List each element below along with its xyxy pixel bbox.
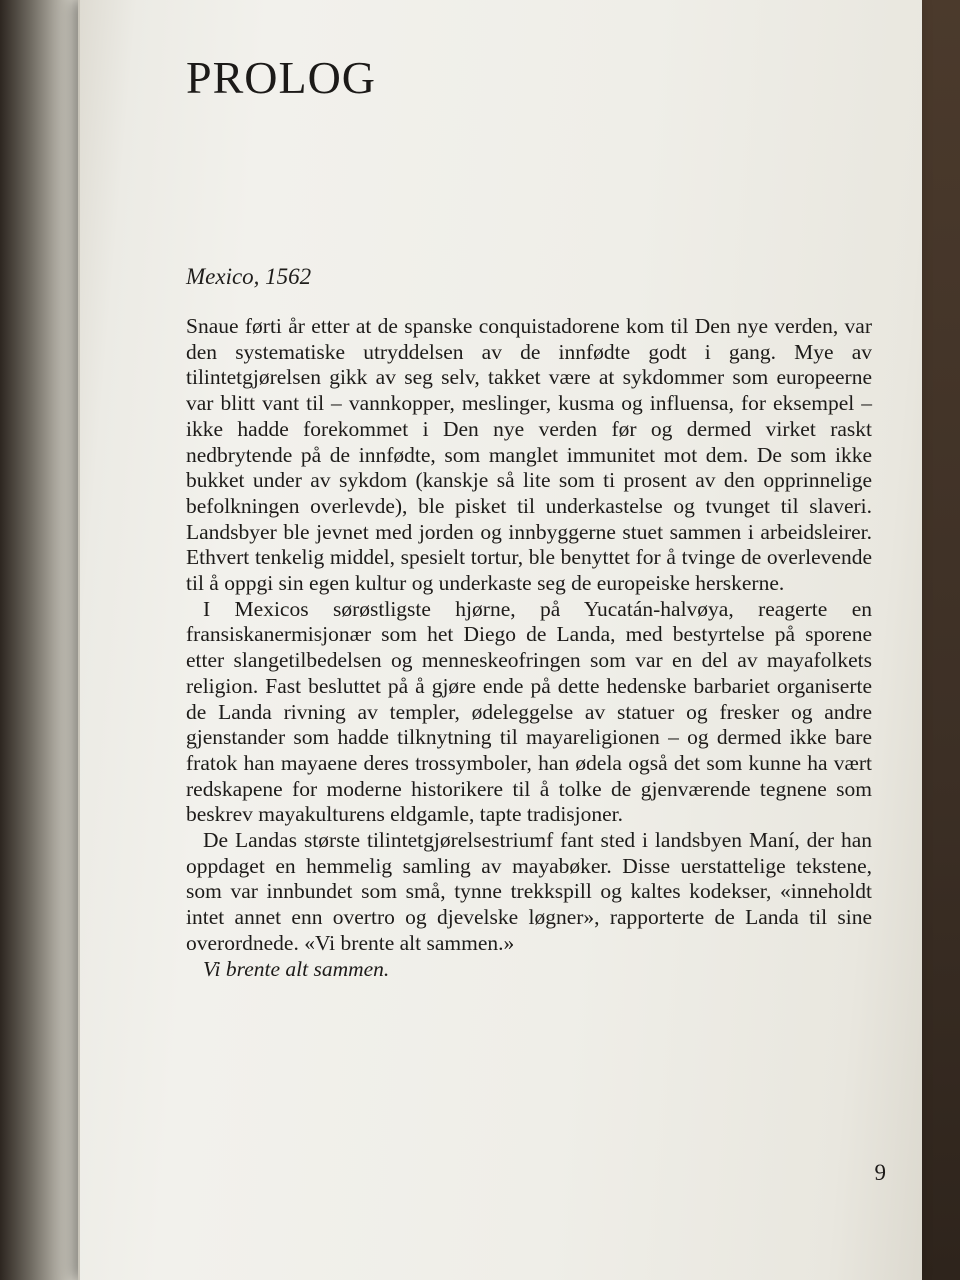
page-number: 9 bbox=[874, 1160, 886, 1185]
chapter-title: PROLOG bbox=[186, 52, 377, 103]
book-page bbox=[78, 0, 922, 1280]
closing-line: Vi brente alt sammen. bbox=[203, 956, 390, 981]
paragraph-2: I Mexicos sørøstligste hjørne, på Yucatán-halvøya, reagerte en fransiskanermisjonær som het Diego de Landa, med bestyrtelse på sporene etter slangetilbedelsen og menneskeofringen som var en del av mayafolkets religion. Fast besluttet på å gjøre ende på dette hedenske barbariet organiserte de Landa rivning av templer, ødeleggelse av statuer og fresker og andre gjenstander som hadde tilknytning til mayareligionen – og dermed ikke bare fratok han mayaene deres trossymboler, han ødela også det som kunne ha vært redskapene for moderne historikere til å tolke de gjenværende tegnene som beskrev mayakulturens eldgamle, tapte tradisjoner. bbox=[186, 596, 872, 827]
page-content bbox=[186, 52, 886, 981]
paragraph-1: Snaue førti år etter at de spanske conquistadorene kom til Den nye verden, var den systematiske utryddelsen av de innfødte godt i gang. Mye av tilintetgjørelsen gikk av seg selv, takket være at sykdommer som europeerne var blitt vant til – vannkopper, meslinger, kusma og influensa, for eksempel – ikke hadde forekommet i Den nye verden før og dermed virket raskt nedbrytende på de innfødte, som manglet immunitet mot dem. De som ikke bukket under av sykdom (kanskje så lite som ti prosent av den opprinnelige befolkningen overlevde), ble pisket til underkastelse og tvunget til slaveri. Landsbyer ble jevnet med jorden og innbyggerne stuet sammen i arbeidsleirer. Ethvert tenkelig middel, spesielt tortur, ble benyttet for å tvinge de overlevende til å oppgi sin egen kultur og underkaste seg de europeiske herskerne. bbox=[186, 314, 872, 596]
place-date-heading: Mexico, 1562 bbox=[186, 264, 312, 289]
body-text bbox=[186, 314, 872, 982]
paragraph-3: De Landas største tilintetgjørelsestriumf fant sted i landsbyen Maní, der han oppdaget en hemmelig samling av mayabøker. Disse uerstattelige tekstene, som var innbundet som små, tynne trekkspill og kaltes kodekser, «inneholdt intet annet enn overtro og djevelske løgner», rapporterte de Landa til sine overordnede. «Vi brente alt sammen.» bbox=[186, 828, 872, 955]
